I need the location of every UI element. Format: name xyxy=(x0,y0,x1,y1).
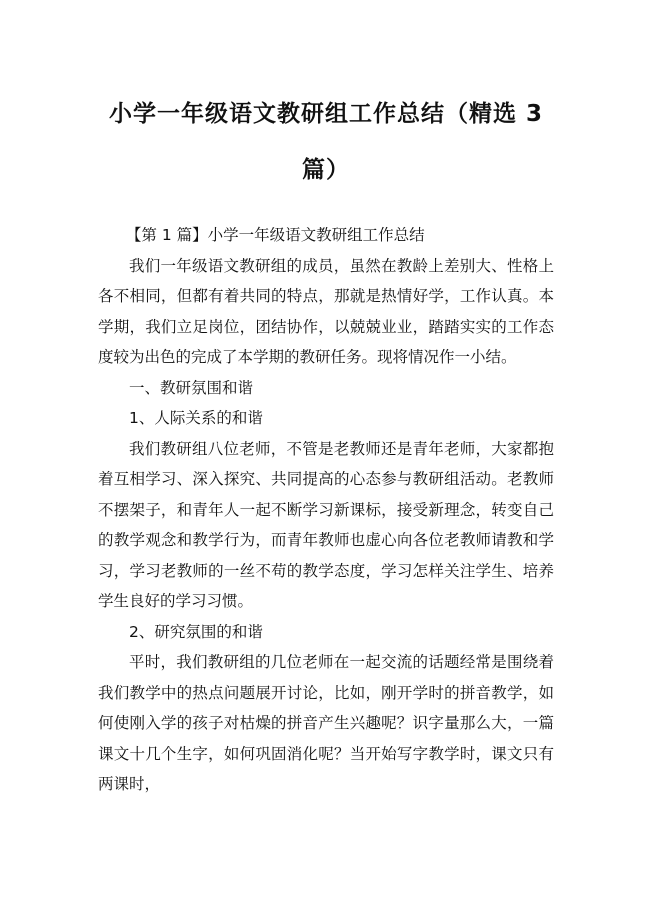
paragraph: 我们教研组八位老师，不管是老教师还是青年老师，大家都抱着互相学习、深入探究、共同提高的心态参与教研组活动。老教师不摆架子，和青年人一起不断学习新课标，接受新理念，转变自己的教学观念和教学行为，而青年教师也虚心向各位老教师请教和学习，学习老教师的一丝不苟的教学态度，学习怎样关注学生、培养学生良好的学习习惯。 xyxy=(98,439,554,610)
document-title: 小学一年级语文教研组工作总结（精选 3 篇） xyxy=(108,101,543,183)
section-heading: 【第 1 篇】小学一年级语文教研组工作总结 xyxy=(125,226,425,244)
document-body xyxy=(98,220,554,800)
subheading: 1、人际关系的和谐 xyxy=(129,409,263,427)
subheading: 2、研究氛围的和谐 xyxy=(129,622,263,641)
paragraph: 我们一年级语文教研组的成员，虽然在教龄上差别大、性格上各不相同，但都有着共同的特点，那就是热情好学，工作认真。本学期，我们立足岗位，团结协作，以兢兢业业，踏踏实实的工作态度较为出色的完成了本学期的教研任务。现将情况作一小结。 xyxy=(98,256,554,366)
subheading: 一、教研氛围和谐 xyxy=(129,378,254,397)
paragraph: 平时，我们教研组的几位老师在一起交流的话题经常是围绕着我们教学中的热点问题展开讨论，比如，刚开学时的拼音教学，如何使刚入学的孩子对枯燥的拼音产生兴趣呢？识字量那么大，一篇课文十几个生字，如何巩固消化呢？当开始写字教学时，课文只有两课时， xyxy=(98,653,554,793)
